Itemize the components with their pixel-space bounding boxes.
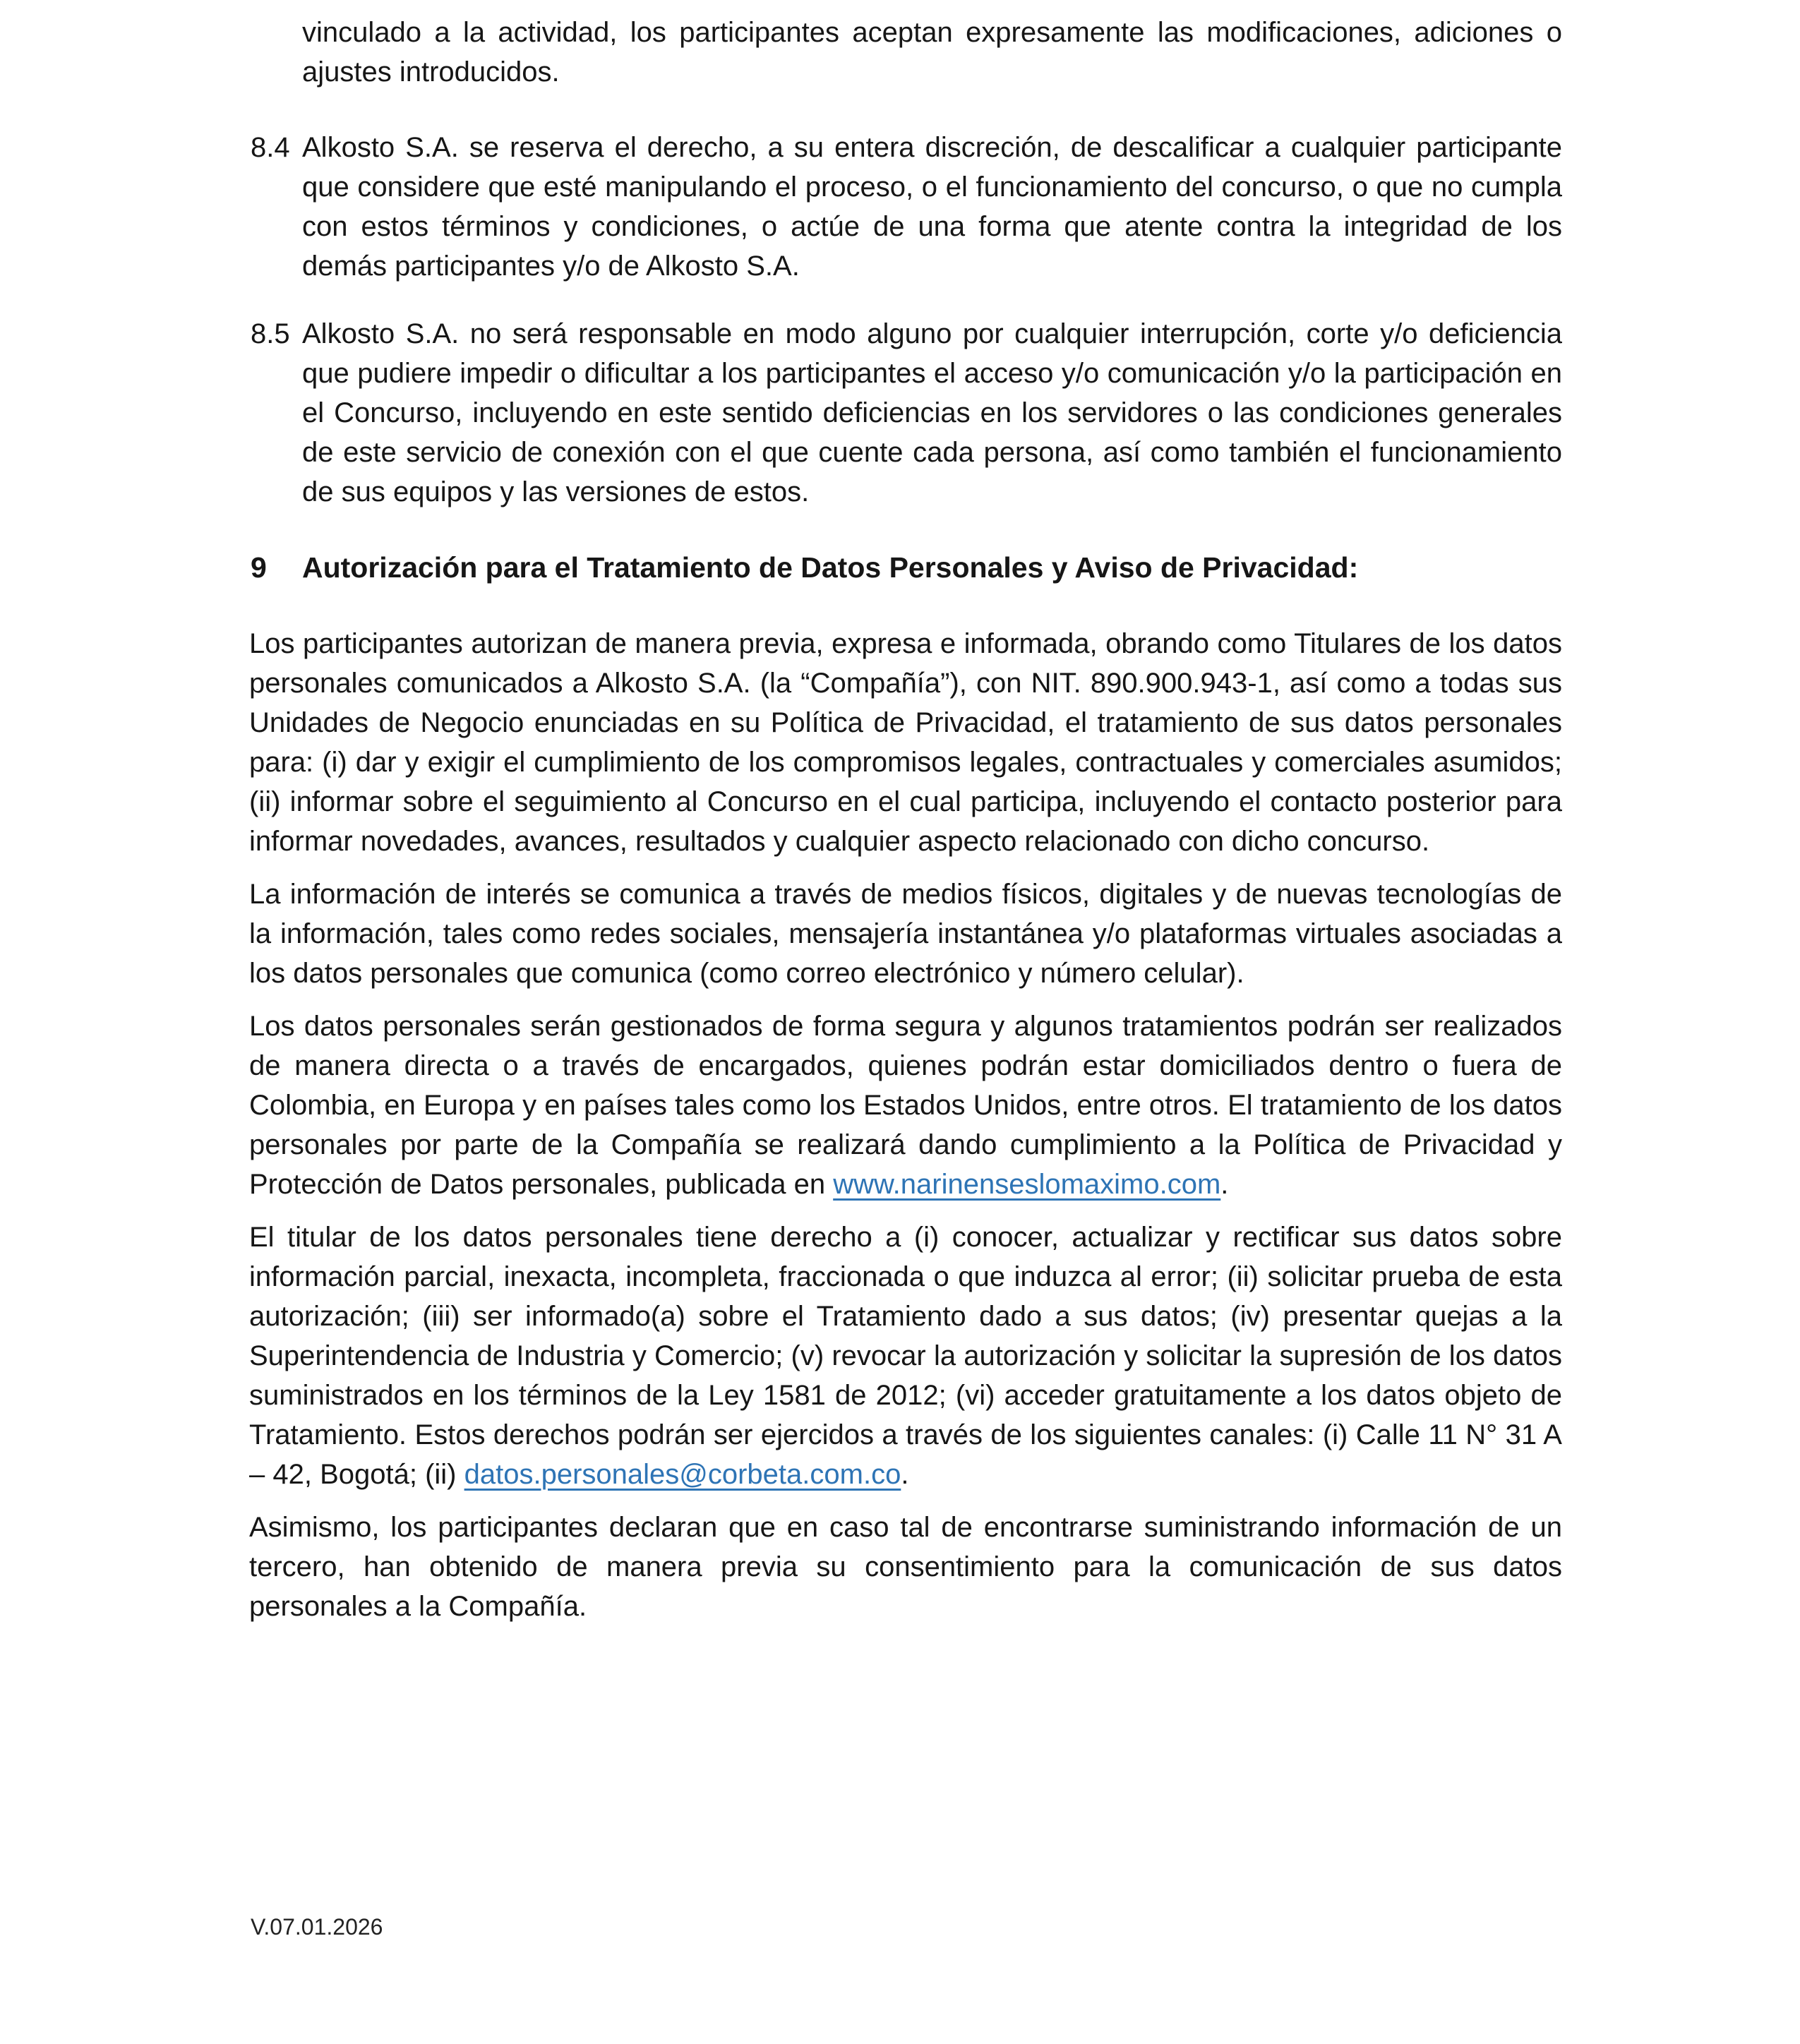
paragraph-information-channels: La información de interés se comunica a través de medios físicos, digitales y de nuevas tecnologías de la información, tales como redes sociales, mensajería instantánea y/o plataformas virtuales asociadas a los datos personales que comunica (como correo electrónico y número celular). <box>249 879 1562 989</box>
paragraph-data-management-period: . <box>1220 1169 1229 1200</box>
paragraph-data-management <box>249 1006 1562 1204</box>
paragraph-data-management-text: Los datos personales serán gestionados de forma segura y algunos tratamientos podrán ser realizados de manera directa o a través de encargados, quienes podrán estar domiciliados dentro o fuera de Colombia, en Europa y en países tales como los Estados Unidos, entre otros. El tratamiento de los datos personales por parte de la Compañía se realizará dando cumplimiento a la Política de Privacidad y Protección de Datos personales, publicada en <box>249 1011 1562 1200</box>
continuation-paragraph: vinculado a la actividad, los participantes aceptan expresamente las modificaciones, adiciones o ajustes introducidos. <box>302 17 1562 88</box>
document-content <box>249 13 1562 1626</box>
section-heading-number: 9 <box>251 551 267 584</box>
section-heading-9 <box>249 548 1562 587</box>
paragraph-rights-period: . <box>901 1459 909 1490</box>
section-text-8-4: Alkosto S.A. se reserva el derecho, a su entera discreción, de descalificar a cualquier participante que considere que esté manipulando el proceso, o el funcionamiento del concurso, o que no cumpla con estos términos y condiciones, o actúe de una forma que atente contra la integridad de los demás participantes y/o de Alkosto S.A. <box>302 132 1562 282</box>
version-footer: V.07.01.2026 <box>251 1914 383 1940</box>
paragraph-third-party-consent: Asimismo, los participantes declaran que en caso tal de encontrarse suministrando información de un tercero, han obtenido de manera previa su consentimiento para la comunicación de sus datos personales a la Compañía. <box>249 1512 1562 1622</box>
section-text-8-5: Alkosto S.A. no será responsable en modo alguno por cualquier interrupción, corte y/o deficiencia que pudiere impedir o dificultar a los participantes el acceso y/o comunicación y/o la participación en el Concurso, incluyendo en este sentido deficiencias en los servidores o las condiciones generales de este servicio de conexión con el que cuente cada persona, así como también el funcionamiento de sus equipos y las versiones de estos. <box>302 318 1562 507</box>
paragraph-rights-text: El titular de los datos personales tiene derecho a (i) conocer, actualizar y rectificar sus datos sobre información parcial, inexacta, incompleta, fraccionada o que induzca al error; (ii) solicitar prueba de esta autorización; (iii) ser informado(a) sobre el Tratamiento dado a sus datos; (iv) presentar quejas a la Superintendencia de Industria y Comercio; (v) revocar la autorización y solicitar la supresión de los datos suministrados en los términos de la Ley 1581 de 2012; (vi) acceder gratuitamente a los datos objeto de Tratamiento. Estos derechos podrán ser ejercidos a través de los siguientes canales: (i) Calle 11 N° 31 A – 42, Bogotá; (ii) <box>249 1222 1562 1490</box>
section-number-8-4: 8.4 <box>251 132 290 163</box>
paragraph-authorization: Los participantes autorizan de manera previa, expresa e informada, obrando como Titulares de los datos personales comunicados a Alkosto S.A. (la “Compañía”), con NIT. 890.900.943-1, así como a todas sus Unidades de Negocio enunciadas en su Política de Privacidad, el tratamiento de sus datos personales para: (i) dar y exigir el cumplimiento de los compromisos legales, contractuales y comerciales asumidos; (ii) informar sobre el seguimiento al Concurso en el cual participa, incluyendo el contacto posterior para informar novedades, avances, resultados y cualquier aspecto relacionado con dicho concurso. <box>249 628 1562 857</box>
data-protection-email-link[interactable]: datos.personales@corbeta.com.co <box>464 1459 901 1490</box>
paragraph-rights <box>249 1218 1562 1494</box>
section-item-8-5 <box>249 314 1562 512</box>
section-heading-title: Autorización para el Tratamiento de Datos Personales y Aviso de Privacidad: <box>302 551 1359 584</box>
section-item-8-4 <box>249 128 1562 286</box>
section-number-8-5: 8.5 <box>251 318 290 349</box>
privacy-policy-link[interactable]: www.narinenseslomaximo.com <box>833 1169 1221 1200</box>
